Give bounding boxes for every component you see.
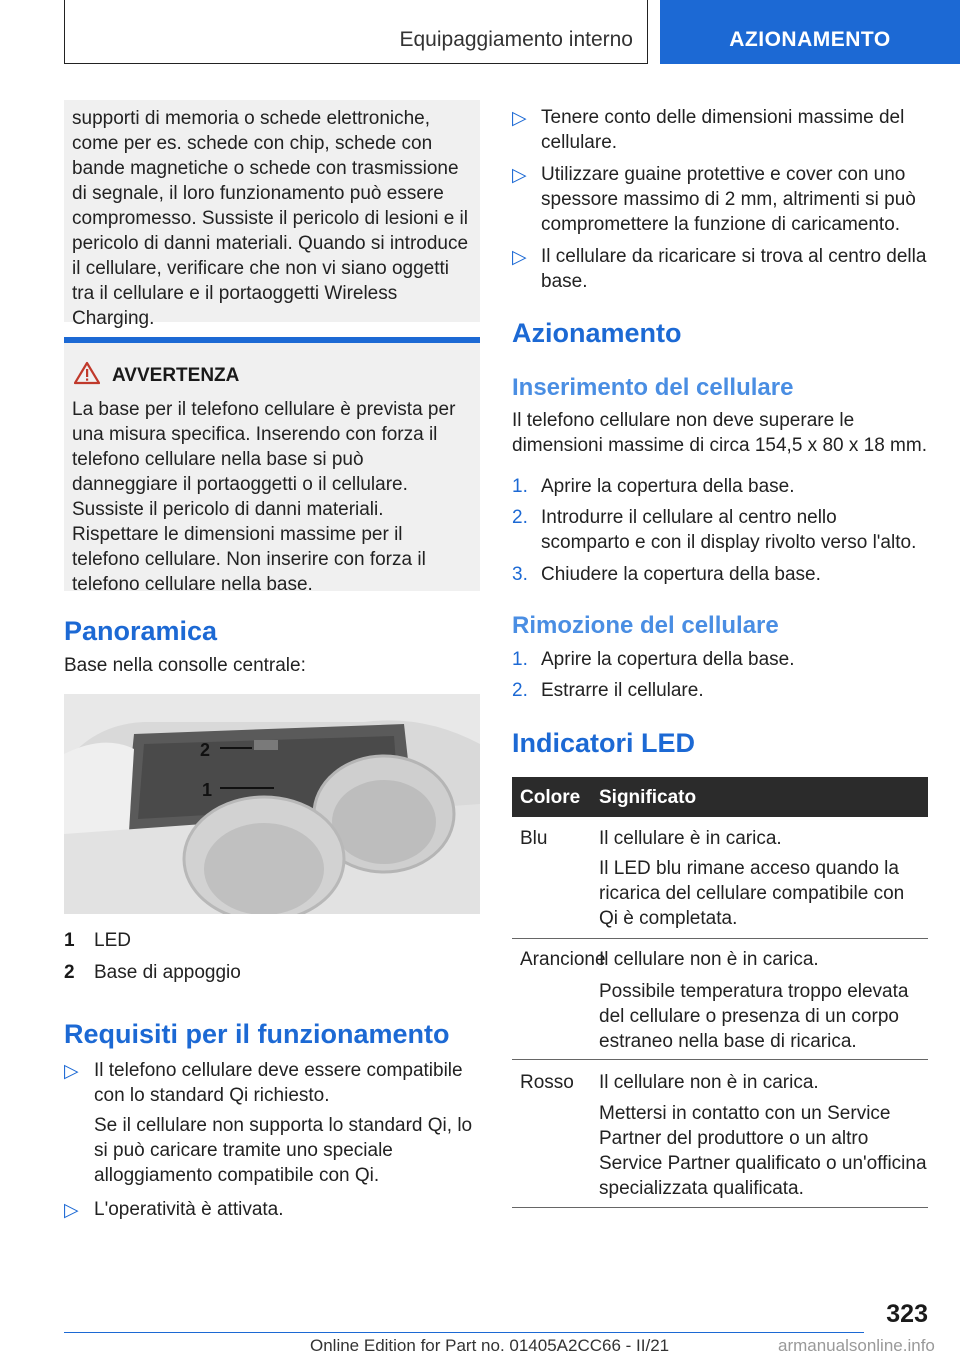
figure-label-1: 1 [202, 780, 213, 800]
page-number: 323 [886, 1300, 928, 1328]
bullet-triangle-icon: ▷ [512, 108, 527, 129]
figure-label-2: 2 [200, 740, 211, 760]
inserimento-step-2: Introdurre il cellulare al centro nello scomparto e con il display rivolto verso l'alto. [541, 507, 917, 553]
led-row-line: Il cellulare non è in carica. [599, 949, 819, 970]
intro-note-text: supporti di memoria o schede elettroniche, come per es. schede con chip, schede con bande magnetiche o schede con trasmissione di segnale, il loro funzionamento può essere compromesso. Sussiste il pericolo di lesioni e il pericolo di danni materiali. Quando si introduce il cellulare, verificare che non vi siano oggetti tra il cellulare e il portaoggetti Wireless Charging. [72, 108, 469, 329]
step-number: 2. [512, 507, 528, 528]
led-row-line: Il LED blu rimane acceso quando la ricarica del cellulare compatibile con Qi è completata. [599, 858, 905, 929]
center-console-photo [64, 694, 480, 914]
led-row-color: Rosso [520, 1072, 574, 1093]
led-row-color: Blu [520, 828, 548, 849]
header-chapter-title: AZIONAMENTO [729, 28, 891, 51]
rimozione-step-2: Estrarre il cellulare. [541, 680, 704, 701]
requisiti-heading: Requisiti per il funzionamento [64, 1019, 450, 1049]
step-number: 1. [512, 649, 528, 670]
bullet-triangle-icon: ▷ [512, 247, 527, 268]
step-number: 1. [512, 476, 528, 497]
inserimento-step-1: Aprire la copertura della base. [541, 476, 795, 497]
inserimento-text: Il telefono cellulare non deve superare le dimensioni massime di circa 154,5 x 80 x 18 mm. [512, 410, 927, 456]
inserimento-heading: Inserimento del cellulare [512, 374, 794, 401]
header-section-title: Equipaggiamento interno [399, 28, 633, 51]
right-bullet-3: Il cellulare da ricaricare si trova al centro della base. [541, 246, 927, 292]
led-row-divider [512, 1059, 928, 1060]
panoramica-subtitle: Base nella consolle centrale: [64, 655, 306, 676]
led-row-color: Arancione [520, 949, 606, 970]
step-number: 3. [512, 564, 528, 585]
legend-text-1: LED [94, 930, 131, 951]
warning-text: La base per il telefono cellulare è prevista per una misura specifica. Inserendo con forza il telefono cellulare nella base si può danneggiare il portaoggetti o il cellulare. Sussiste il pericolo di danni materiali. Rispettare le dimensioni massime per il telefono cellulare. Non inserire con forza il telefono cellulare nella base. [72, 399, 456, 595]
panoramica-heading: Panoramica [64, 616, 218, 646]
legend-text-2: Base di appoggio [94, 962, 241, 983]
bullet-triangle-icon: ▷ [64, 1061, 79, 1082]
footer-watermark: armanualsonline.info [778, 1336, 935, 1355]
led-col-colore: Colore [520, 787, 581, 808]
rimozione-heading: Rimozione del cellulare [512, 612, 779, 639]
requisiti-bullet-2: L'operatività è attivata. [94, 1199, 284, 1220]
led-row-line: Il cellulare è in carica. [599, 828, 782, 849]
header-chapter-tab [660, 0, 960, 64]
led-row-divider [512, 938, 928, 939]
azionamento-heading: Azionamento [512, 318, 682, 348]
led-heading: Indicatori LED [512, 728, 696, 758]
rimozione-step-1: Aprire la copertura della base. [541, 649, 795, 670]
step-number: 2. [512, 680, 528, 701]
right-bullet-2: Utilizzare guaine protettive e cover con uno spessore massimo di 2 mm, altrimenti si può compromettere la funzione di caricamento. [541, 164, 916, 235]
led-row-line: Il cellulare non è in carica. [599, 1072, 819, 1093]
led-col-significato: Significato [599, 787, 697, 808]
footer-edition: Online Edition for Part no. 01405A2CC66 - II/21 [310, 1336, 670, 1355]
led-row-line: Mettersi in contatto con un Service Partner del produttore o un altro Service Partner qualificato o un'officina specializzata qualificata. [599, 1103, 927, 1199]
requisiti-bullet-1: Il telefono cellulare deve essere compatibile con lo standard Qi richiesto. [94, 1060, 463, 1106]
warning-triangle-icon [74, 361, 100, 385]
led-table-header [512, 777, 928, 817]
bullet-triangle-icon: ▷ [512, 165, 527, 186]
led-row-line: Possibile temperatura troppo elevata del cellulare o presenza di un corpo estraneo nella base di ricarica. [599, 981, 909, 1052]
led-row-divider [512, 1207, 928, 1208]
bullet-triangle-icon: ▷ [64, 1200, 79, 1221]
header-section-box [64, 0, 648, 64]
requisiti-note: Se il cellulare non supporta lo standard Qi, lo si può caricare tramite uno speciale alloggiamento compatibile con Qi. [94, 1115, 473, 1186]
warning-title: AVVERTENZA [112, 365, 240, 386]
legend-number-2: 2 [64, 962, 75, 983]
warning-box [64, 343, 480, 595]
legend-number-1: 1 [64, 930, 75, 951]
intro-note-box [64, 100, 480, 329]
inserimento-step-3: Chiudere la copertura della base. [541, 564, 821, 585]
right-bullet-1: Tenere conto delle dimensioni massime del cellulare. [541, 107, 905, 153]
footer-rule [64, 1332, 864, 1333]
